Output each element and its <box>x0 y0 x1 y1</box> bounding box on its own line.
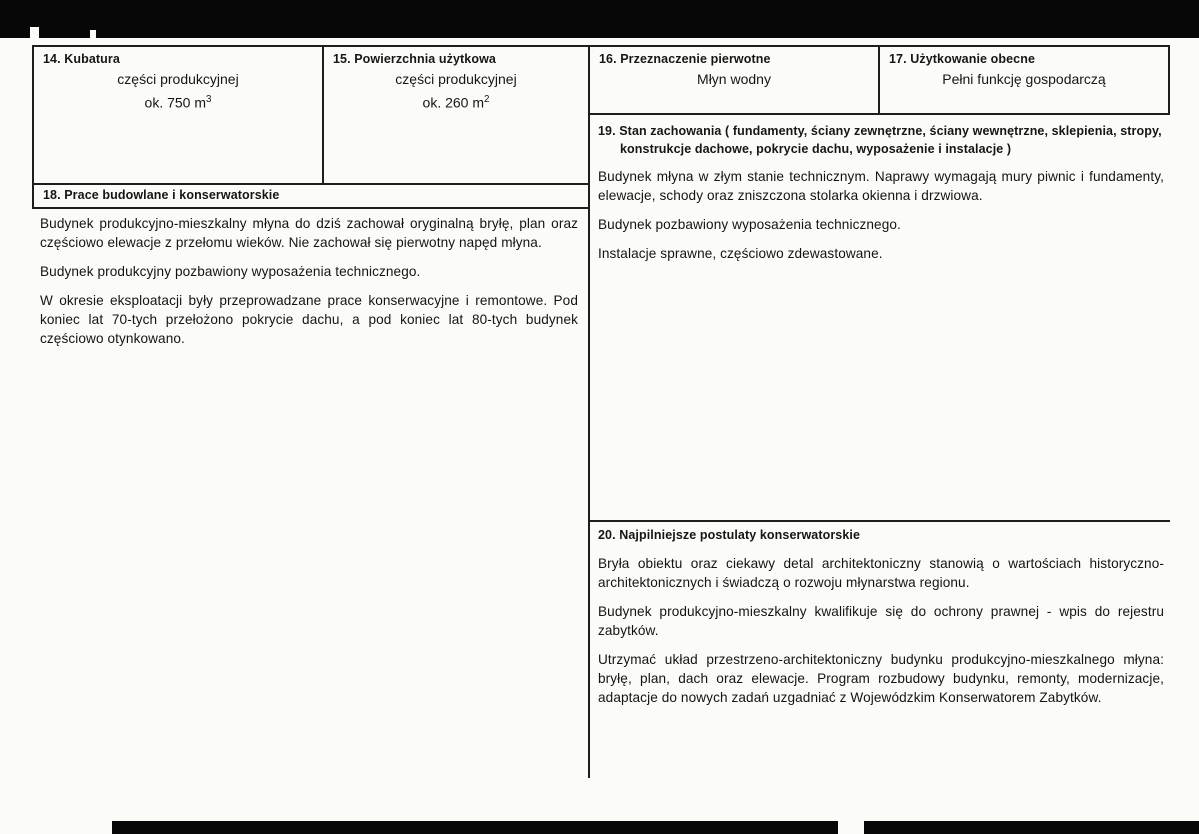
paragraph: Budynek pozbawiony wyposażenia technicznego. <box>598 217 901 233</box>
field-uzytkowanie-label: 17. Użytkowanie obecne <box>889 52 1035 66</box>
field-przeznaczenie-value: Młyn wodny <box>697 71 771 87</box>
field-uzytkowanie-value: Pełni funkcję gospodarczą <box>942 71 1106 87</box>
field-kubatura-line1: części produkcyjnej <box>117 71 239 87</box>
paragraph: Budynek produkcyjny pozbawiony wyposażenia technicznego. <box>40 264 421 280</box>
paragraph: Budynek młyna w złym stanie technicznym. Naprawy wymagają mury piwnic i fundamenty, elewacje, schody oraz zniszczona stolarka okienna i drzwiowa. <box>598 169 1164 204</box>
field-uzytkowanie <box>880 47 1168 113</box>
scan-artifact <box>90 30 96 38</box>
powierzchnia-value-superscript: 2 <box>484 94 490 105</box>
paragraph: Utrzymać układ przestrzeno-architektoniczny budynku produkcyjno-mieszkalnego młyna: bryłę, plan, dach oraz elewacje. Program rozbudowy budynku, remonty, modernizacje, adaptacje do nowych zadań uzgadniać z Wojewódzkim Konserwatorem Zabytków. <box>598 651 1164 705</box>
border-right <box>1168 45 1170 115</box>
paragraph: Budynek produkcyjno-mieszkalny młyna do dziś zachował oryginalną bryłę, plan oraz częściowo elewacje z przełomu wieków. Nie zachował się pierwotny napęd młyna. <box>40 216 578 251</box>
paragraph: Budynek produkcyjno-mieszkalny kwalifikuje się do ochrony prawnej - wpis do rejestru zabytków. <box>598 603 1164 638</box>
section-19 <box>598 123 1164 273</box>
field-kubatura-label: 14. Kubatura <box>43 52 120 66</box>
kubatura-value-superscript: 3 <box>206 94 212 105</box>
paragraph: W okresie eksploatacji były przeprowadzane prace konserwacyjne i remontowe. Pod koniec lat 70-tych przełożono pokrycie dachu, a pod koniec lat 80-tych budynek częściowo otynkowano. <box>40 293 578 347</box>
divider-center-vertical <box>588 45 590 778</box>
scan-border-bottom <box>112 821 1199 834</box>
section-20-label: 20. Najpilniejsze postulaty konserwatorskie <box>598 528 861 542</box>
section-19-label-line2: konstrukcje dachowe, pokrycie dachu, wyposażenie i instalacje ) <box>620 141 1012 156</box>
section-20 <box>598 527 1164 717</box>
kubatura-value-text: ok. 750 m <box>144 94 207 111</box>
border-under-18-header <box>32 207 590 209</box>
scan-border-top <box>0 0 1199 38</box>
paragraph: Bryła obiektu oraz ciekawy detal architektoniczny stanowią o wartościach historyczno-architektonicznych i świadczą o rozwoju młynarstwa regionu. <box>598 555 1164 590</box>
field-kubatura <box>34 47 322 183</box>
section-19-label-line1: 19. Stan zachowania ( fundamenty, ściany zewnętrzne, ściany wewnętrzne, sklepienia, stropy, <box>598 124 1162 138</box>
powierzchnia-value-text: ok. 260 m <box>422 94 485 111</box>
field-powierzchnia <box>324 47 588 183</box>
border-under-16-17 <box>588 113 1170 115</box>
field-powierzchnia-label: 15. Powierzchnia użytkowa <box>333 52 496 66</box>
border-above-20 <box>588 520 1170 522</box>
section-18-body <box>40 214 578 358</box>
section-18-header-row <box>34 185 588 207</box>
field-przeznaczenie <box>590 47 878 113</box>
scan-artifact <box>30 27 39 38</box>
section-18-label: 18. Prace budowlane i konserwatorskie <box>43 188 280 202</box>
field-przeznaczenie-label: 16. Przeznaczenie pierwotne <box>599 52 771 66</box>
field-kubatura-value <box>34 94 322 111</box>
scan-artifact <box>838 821 864 834</box>
field-powierzchnia-line1: części produkcyjnej <box>395 71 517 87</box>
paragraph: Instalacje sprawne, częściowo zdewastowane. <box>598 246 883 262</box>
field-powierzchnia-value <box>324 94 588 111</box>
section-19-label <box>598 123 1164 158</box>
